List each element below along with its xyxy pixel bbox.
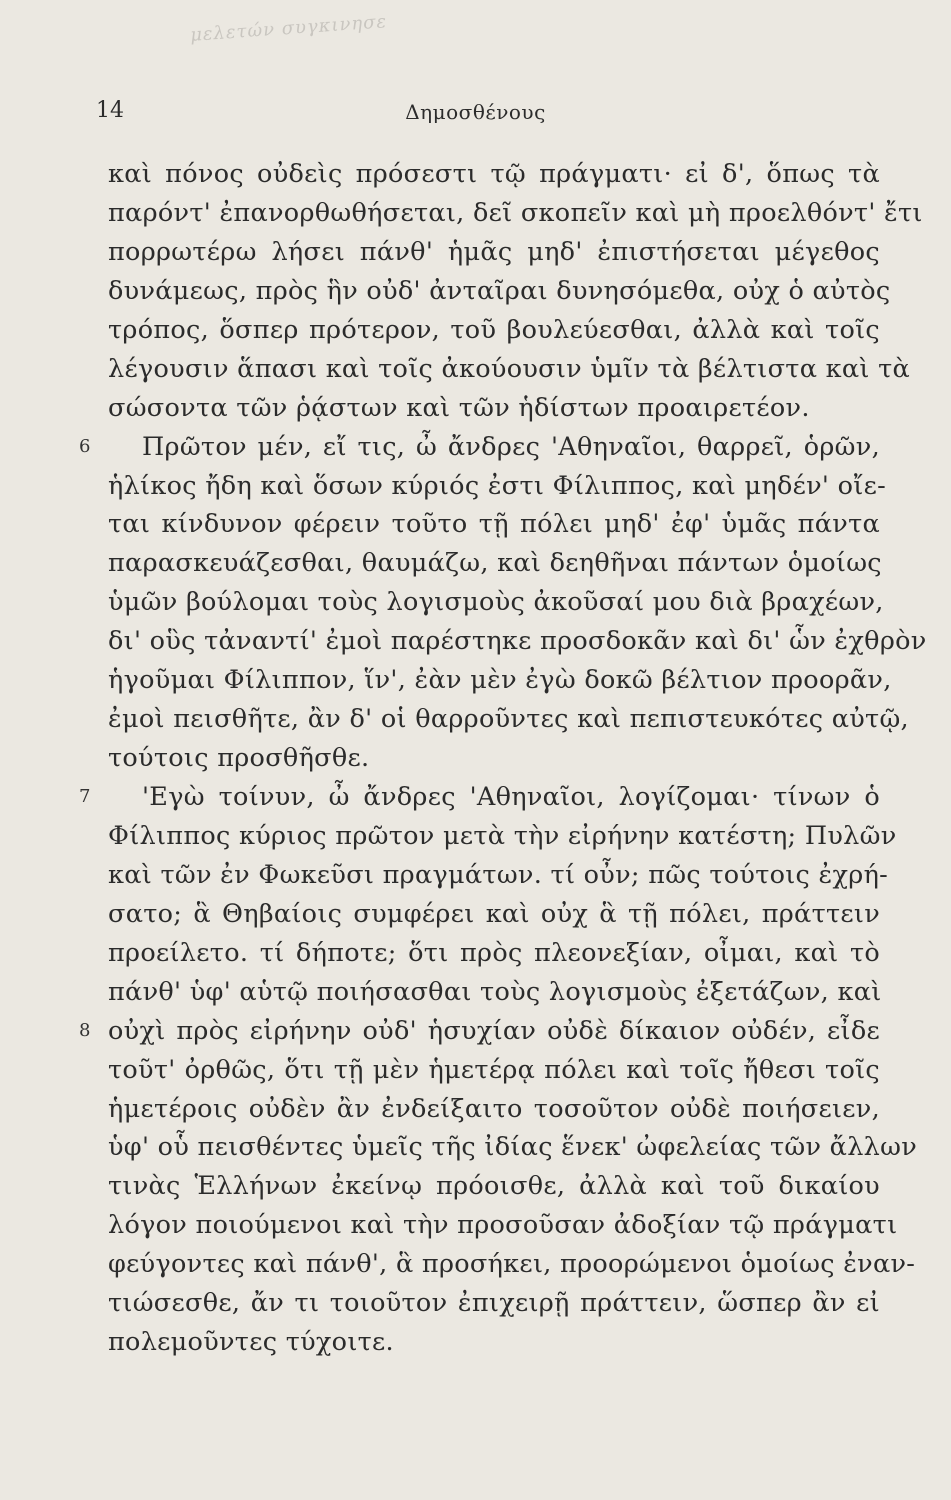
text-line [108,622,927,661]
line-text: ἐμοὶ πεισθῆτε, ἂν δ' οἱ θαρροῦντες καὶ πεπιστευκότες αὐτῷ, [108,704,909,735]
line-text: παρόντ' ἐπανορθωθήσεται, δεῖ σκοπεῖν καὶ μὴ προελθόντ' ἔτι [108,197,923,228]
line-text: πολεμοῦντες τύχοιτε. [108,1327,394,1358]
running-title: Δημοσθένους [405,100,546,124]
line-text: σατο; ἃ Θηβαίοις συμφέρει καὶ οὐχ ἃ τῇ πόλει, πράττειν [108,898,880,929]
line-text: σώσοντα τῶν ῥᾴστων καὶ τῶν ἡδίστων προαιρετέον. [108,392,810,423]
section-number: 6 [79,435,91,457]
text-line [79,778,880,817]
page-number: 14 [96,98,124,123]
line-text: λόγον ποιούμενοι καὶ τὴν προσοῦσαν ἀδοξίαν τῷ πράγματι [108,1210,898,1241]
line-text: καὶ τῶν ἐν Φωκεῦσι πραγμάτων. τί οὖν; πῶς τούτοις ἐχρή- [108,859,889,890]
line-text: δι' οὓς τἀναντί' ἐμοὶ παρέστηκε προσδοκᾶν καὶ δι' ὧν ἐχθρὸν [108,626,927,657]
text-line [108,389,880,428]
text-line [108,272,891,311]
line-text: προείλετο. τί δήποτε; ὅτι πρὸς πλεονεξίαν, οἶμαι, καὶ τὸ [108,937,880,968]
text-line [108,661,892,700]
text-line [108,155,880,194]
line-text: τινὰς Ἑλλήνων ἐκείνῳ πρόοισθε, ἀλλὰ καὶ τοῦ δικαίου [108,1171,880,1202]
line-text: οὐχὶ πρὸς εἰρήνην οὐδ' ἡσυχίαν οὐδὲ δίκαιον οὐδέν, εἶδε [108,1015,880,1046]
line-text: τιώσεσθε, ἄν τι τοιοῦτον ἐπιχειρῇ πράττειν, ὥσπερ ἂν εἰ [108,1288,880,1319]
line-text: παρασκευάζεσθαι, θαυμάζω, καὶ δεηθῆναι πάντων ὁμοίως [108,548,882,579]
text-line [108,739,880,778]
text-line [108,1167,880,1206]
text-line [108,505,880,544]
text-line [108,895,880,934]
text-line [108,467,887,506]
line-text: τοῦτ' ὀρθῶς, ὅτι τῇ μὲν ἡμετέρᾳ πόλει καὶ τοῖς ἤθεσι τοῖς [108,1054,880,1085]
line-text: πάνθ' ὑφ' αὑτῷ ποιήσασθαι τοὺς λογισμοὺς ἐξετάζων, καὶ [108,976,882,1007]
text-line [108,1245,916,1284]
line-text: δυνάμεως, πρὸς ἣν οὐδ' ἀνταῖραι δυνησόμεθα, οὐχ ὁ αὐτὸς [108,275,891,306]
text-line [108,817,897,856]
line-text: ἡγοῦμαι Φίλιππον, ἵν', ἐὰν μὲν ἐγὼ δοκῶ βέλτιον προορᾶν, [108,665,892,696]
line-text: Πρῶτον μέν, εἴ τις, ὦ ἄνδρες 'Αθηναῖοι, θαρρεῖ, ὁρῶν, [142,431,880,462]
pencil-annotation: μελετών συγκινησε [189,11,388,46]
text-line [108,1323,880,1362]
section-number: 8 [79,1019,91,1041]
line-text: 'Εγὼ τοίνυν, ὦ ἄνδρες 'Αθηναῖοι, λογίζομαι· τίνων ὁ [142,782,880,812]
line-text: ἡμετέροις οὐδὲν ἂν ἐνδείξαιτο τοσοῦτον οὐδὲ ποιήσειεν, [108,1093,880,1124]
page-header [0,98,951,128]
line-text: τούτοις προσθῆσθε. [108,743,370,774]
text-line [108,1128,918,1167]
text-line [108,194,923,233]
text-line [108,856,889,895]
text-line [108,1051,880,1090]
text-line [108,583,884,622]
text-line [108,1090,880,1129]
line-text: τρόπος, ὅσπερ πρότερον, τοῦ βουλεύεσθαι, ἀλλὰ καὶ τοῖς [108,314,880,345]
text-line [108,311,880,350]
text-line [108,350,911,389]
text-line [108,934,880,973]
line-text: ὑμῶν βούλομαι τοὺς λογισμοὺς ἀκοῦσαί μου διὰ βραχέων, [108,587,884,618]
line-text: ἡλίκος ἤδη καὶ ὅσων κύριός ἐστι Φίλιππος, καὶ μηδέν' οἴε- [108,470,887,501]
line-text: ὑφ' οὗ πεισθέντες ὑμεῖς τῆς ἰδίας ἕνεκ' ὠφελείας τῶν ἄλλων [108,1132,918,1163]
text-line [108,1206,898,1245]
line-text: καὶ πόνος οὐδεὶς πρόσεστι τῷ πράγματι· εἰ δ', ὅπως τὰ [108,159,880,189]
line-text: λέγουσιν ἅπασι καὶ τοῖς ἀκούουσιν ὑμῖν τὰ βέλτιστα καὶ τὰ [108,353,911,384]
line-text: Φίλιππος κύριος πρῶτον μετὰ τὴν εἰρήνην κατέστη; Πυλῶν [108,820,897,851]
text-line [108,700,909,739]
text-line [108,233,880,272]
text-line [108,544,880,583]
line-text: πορρωτέρω λήσει πάνθ' ἡμᾶς μηδ' ἐπιστήσεται μέγεθος [108,236,880,267]
text-line [108,973,880,1012]
text-line [79,428,880,467]
section-number: 7 [79,786,91,807]
line-text: φεύγοντες καὶ πάνθ', ἃ προσήκει, προορώμενοι ὁμοίως ἐναν- [108,1249,916,1280]
line-text: ται κίνδυνον φέρειν τοῦτο τῇ πόλει μηδ' ἐφ' ὑμᾶς πάντα [108,509,880,540]
text-line [108,1284,880,1323]
body-text [79,155,927,1362]
text-line [79,1012,880,1051]
